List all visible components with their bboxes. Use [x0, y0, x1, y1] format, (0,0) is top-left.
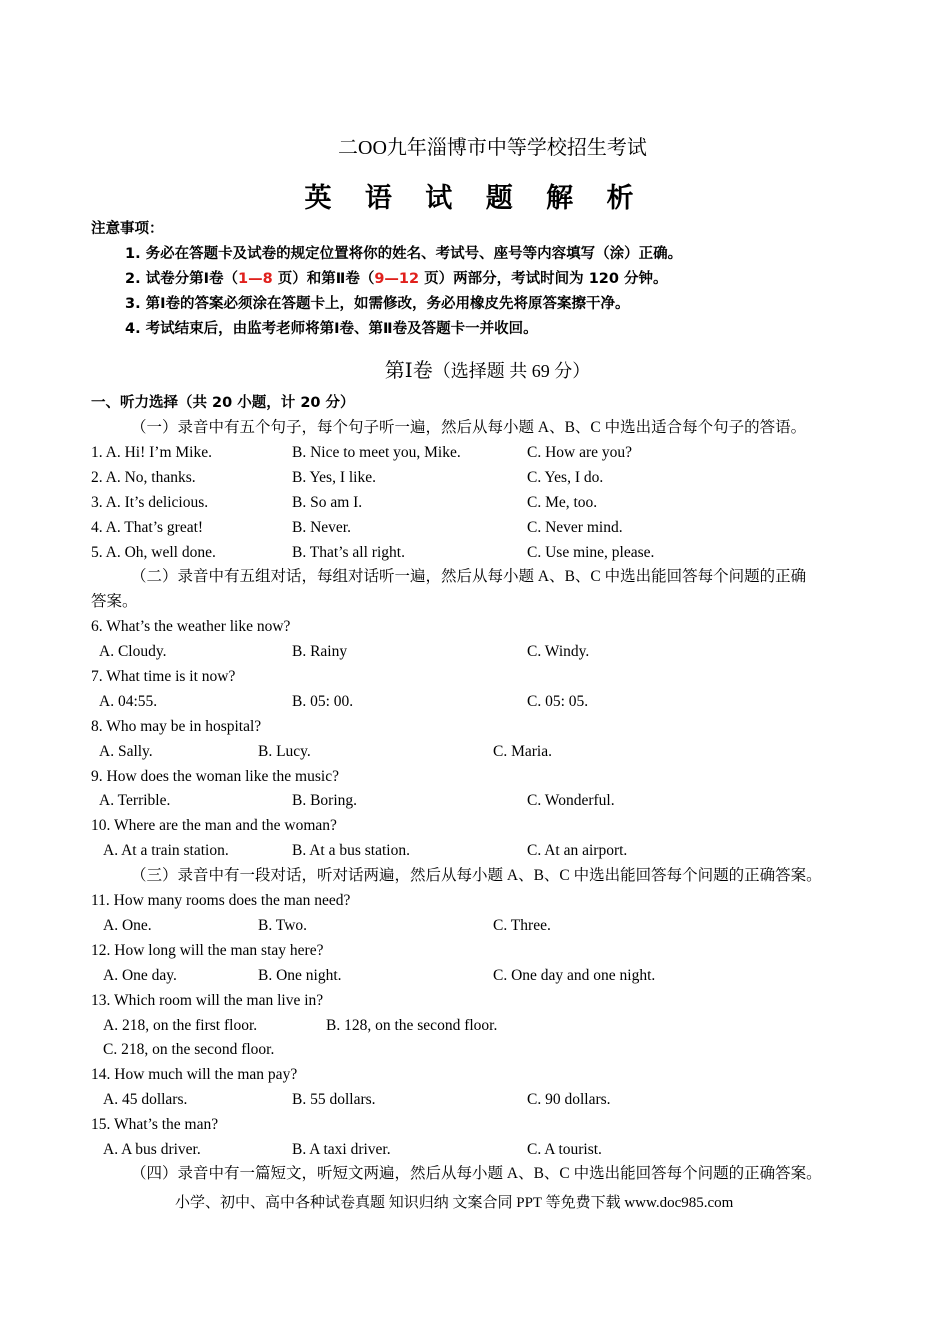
- q8-stem: 8. Who may be in hospital?: [91, 718, 262, 735]
- sub4-intro: （四）录音中有一篇短文，听短文两遍，然后从每小题 A、B、C 中选出能回答每个问题的正确答案。: [131, 1165, 822, 1182]
- q11-option-c: C. Three.: [493, 917, 551, 934]
- page-range-red: 9—12: [374, 271, 420, 287]
- q7-option-b: B. 05: 00.: [292, 693, 354, 710]
- q15-option-c: C. A tourist.: [527, 1141, 602, 1158]
- page-footer: 小学、初中、高中各种试卷真题 知识归纳 文案合同 PPT 等免费下载 www.doc985.com: [175, 1195, 734, 1211]
- q6-option-a: A. Cloudy.: [99, 643, 167, 660]
- q15-stem: 15. What’s the man?: [91, 1116, 219, 1133]
- q9-option-a: A. Terrible.: [99, 792, 171, 809]
- q6-stem: 6. What’s the weather like now?: [91, 618, 291, 635]
- q11-stem: 11. How many rooms does the man need?: [91, 892, 351, 909]
- q2-option-b: B. Yes, I like.: [292, 469, 376, 486]
- exam-title: 英 语 试 题 解 析: [304, 183, 646, 214]
- q10-stem: 10. Where are the man and the woman?: [91, 817, 337, 834]
- q14-option-b: B. 55 dollars.: [292, 1091, 376, 1108]
- q2-option-c: C. Yes, I do.: [527, 469, 604, 486]
- q14-stem: 14. How much will the man pay?: [91, 1066, 298, 1083]
- q9-option-c: C. Wonderful.: [527, 792, 615, 809]
- q10-option-c: C. At an airport.: [527, 842, 628, 859]
- q11-option-b: B. Two.: [258, 917, 308, 934]
- q3-option-c: C. Me, too.: [527, 494, 598, 511]
- page-range-red: 1—8: [238, 271, 273, 287]
- q14-option-c: C. 90 dollars.: [527, 1091, 611, 1108]
- notice-item-3: 3. 第Ⅰ卷的答案必须涂在答题卡上，如需修改，务必用橡皮先将原答案擦干净。: [125, 296, 630, 312]
- q9-stem: 9. How does the woman like the music?: [91, 768, 339, 785]
- q6-option-b: B. Rainy: [292, 643, 348, 660]
- q12-stem: 12. How long will the man stay here?: [91, 942, 324, 959]
- q8-option-b: B. Lucy.: [258, 743, 311, 760]
- exam-subtitle: 二OO九年淄博市中等学校招生考试: [338, 137, 647, 159]
- q3-option-a: 3. A. It’s delicious.: [91, 494, 209, 511]
- q5-option-a: 5. A. Oh, well done.: [91, 544, 216, 561]
- q8-option-a: A. Sally.: [99, 743, 153, 760]
- q3-option-b: B. So am I.: [292, 494, 363, 511]
- q6-option-c: C. Windy.: [527, 643, 590, 660]
- q7-option-c: C. 05: 05.: [527, 693, 589, 710]
- q13-option-a: A. 218, on the first floor.: [103, 1017, 258, 1034]
- q1-option-b: B. Nice to meet you, Mike.: [292, 444, 461, 461]
- q14-option-a: A. 45 dollars.: [103, 1091, 188, 1108]
- q10-option-b: B. At a bus station.: [292, 842, 410, 859]
- sub3-intro: （三）录音中有一段对话，听对话两遍，然后从每小题 A、B、C 中选出能回答每个问题的正确答案。: [131, 867, 822, 884]
- q4-option-c: C. Never mind.: [527, 519, 623, 536]
- q5-option-b: B. That’s all right.: [292, 544, 405, 561]
- q8-option-c: C. Maria.: [493, 743, 552, 760]
- volume1-title: 第Ⅰ卷（选择题 共 69 分）: [384, 360, 591, 382]
- part1-heading: 一、听力选择（共 20 小题，计 20 分）: [91, 395, 355, 411]
- q13-stem: 13. Which room will the man live in?: [91, 992, 324, 1009]
- q13-option-c: C. 218, on the second floor.: [103, 1041, 275, 1058]
- q7-option-a: A. 04:55.: [99, 693, 158, 710]
- q1-option-c: C. How are you?: [527, 444, 633, 461]
- q10-option-a: A. At a train station.: [103, 842, 229, 859]
- q15-option-b: B. A taxi driver.: [292, 1141, 391, 1158]
- notice-item-1: 1. 务必在答题卡及试卷的规定位置将你的姓名、考试号、座号等内容填写（涂）正确。: [125, 246, 683, 262]
- q12-option-a: A. One day.: [103, 967, 177, 984]
- notice-item-2: 2. 试卷分第Ⅰ卷（1—8 页）和第Ⅱ卷（9—12 页）两部分，考试时间为 120 分钟。: [125, 271, 668, 287]
- q13-option-b: B. 128, on the second floor.: [326, 1017, 498, 1034]
- sub2-intro: （二）录音中有五组对话，每组对话听一遍，然后从每小题 A、B、C 中选出能回答每个问题的正确: [131, 568, 807, 585]
- sub2-intro-cont: 答案。: [91, 593, 138, 610]
- q12-option-c: C. One day and one night.: [493, 967, 656, 984]
- q4-option-a: 4. A. That’s great!: [91, 519, 204, 536]
- q11-option-a: A. One.: [103, 917, 152, 934]
- q9-option-b: B. Boring.: [292, 792, 358, 809]
- notice-item-4: 4. 考试结束后，由监考老师将第Ⅰ卷、第Ⅱ卷及答题卡一并收回。: [125, 321, 538, 337]
- q15-option-a: A. A bus driver.: [103, 1141, 201, 1158]
- notice-heading: 注意事项：: [91, 221, 164, 237]
- q5-option-c: C. Use mine, please.: [527, 544, 655, 561]
- q1-option-a: 1. A. Hi! I’m Mike.: [91, 444, 212, 461]
- q12-option-b: B. One night.: [258, 967, 342, 984]
- sub1-intro: （一）录音中有五个句子，每个句子听一遍，然后从每小题 A、B、C 中选出适合每个句子的答语。: [131, 419, 807, 436]
- q4-option-b: B. Never.: [292, 519, 351, 536]
- q2-option-a: 2. A. No, thanks.: [91, 469, 196, 486]
- q7-stem: 7. What time is it now?: [91, 668, 236, 685]
